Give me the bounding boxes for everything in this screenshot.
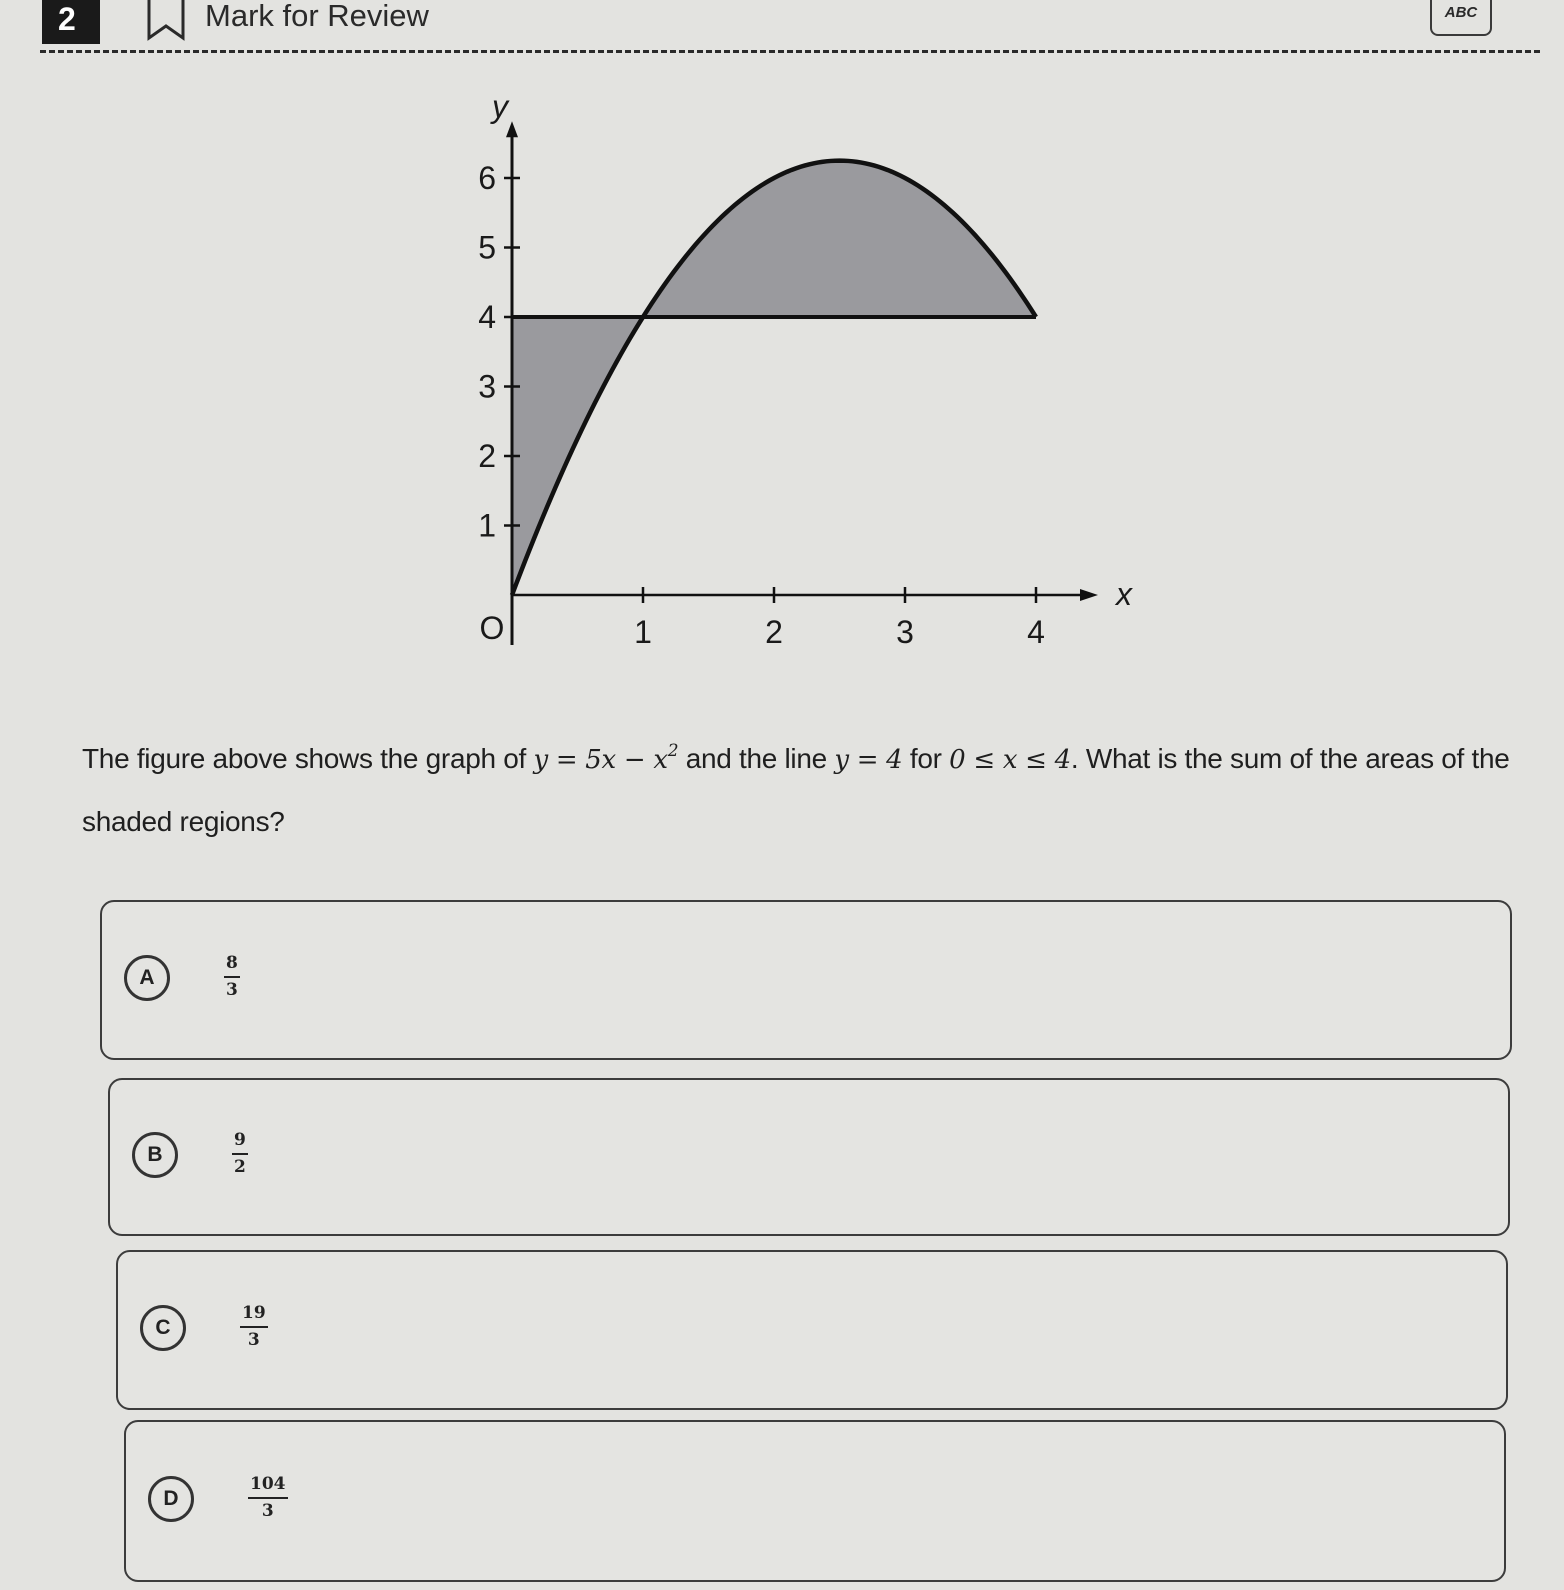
y-tick-label: 5 [478, 229, 496, 266]
domain-inequality: 0 ≤ x ≤ 4 [949, 745, 1071, 775]
y-tick-label: 2 [478, 438, 496, 474]
graph-figure [420, 80, 1140, 700]
choice-value-c [240, 1302, 268, 1352]
origin-label: O [479, 610, 505, 646]
abc-label: ABC [1444, 4, 1478, 21]
choice-letter-b: B [132, 1132, 178, 1178]
choice-value-d [248, 1473, 288, 1523]
choice-denominator: 3 [226, 980, 238, 1000]
x-axis-label: x [1116, 576, 1132, 612]
choice-numerator: 9 [232, 1129, 248, 1155]
choice-numerator: 8 [224, 952, 240, 978]
equation-exponent: 2 [667, 741, 679, 761]
x-tick-label: 4 [1027, 614, 1045, 650]
answer-choice-c[interactable] [116, 1250, 1508, 1410]
choice-numerator: 104 [248, 1473, 288, 1499]
y-tick-label: 4 [478, 299, 496, 335]
graph-svg [420, 80, 1140, 700]
question-text-part: The figure above shows the graph of [82, 743, 534, 774]
x-axis-arrow [1080, 589, 1098, 601]
header-divider [40, 50, 1540, 53]
question-header [0, 0, 1564, 50]
abc-strikethrough-button[interactable] [1430, 0, 1492, 36]
question-text-part: for [902, 743, 950, 774]
answer-choice-d[interactable] [124, 1420, 1506, 1582]
y-tick-label: 1 [478, 507, 496, 544]
y-axis-label: y [492, 88, 508, 125]
x-tick-label: 1 [634, 614, 652, 650]
equation-parabola-base: y = 5x − x [533, 745, 668, 775]
choice-letter-c: C [140, 1305, 186, 1351]
choice-value-a [224, 952, 240, 1002]
question-text-part: . What is the sum of the areas of the shaded regions? [82, 743, 1510, 837]
mark-for-review-button[interactable]: Mark for Review [205, 0, 429, 33]
choice-denominator: 2 [234, 1157, 246, 1177]
y-tick-label: 6 [478, 160, 496, 196]
choice-letter-a: A [124, 955, 170, 1001]
question-number: 2 [42, 0, 100, 44]
x-tick-label: 2 [765, 614, 783, 650]
choice-numerator: 19 [240, 1302, 268, 1328]
answer-choice-a[interactable] [100, 900, 1512, 1060]
equation-parabola [533, 741, 679, 775]
y-tick-label: 3 [478, 368, 496, 405]
choice-denominator: 3 [247, 1330, 260, 1350]
bookmark-icon[interactable] [146, 0, 186, 42]
question-text-part: and the line [678, 743, 835, 774]
choice-denominator: 3 [261, 1501, 274, 1521]
equation-line: y = 4 [834, 745, 903, 775]
choice-value-b [232, 1129, 248, 1179]
shaded-region-left [512, 317, 643, 595]
question-text [82, 728, 1512, 853]
choice-letter-d: D [148, 1476, 194, 1522]
answer-choice-b[interactable] [108, 1078, 1510, 1236]
x-tick-label: 3 [896, 614, 914, 650]
